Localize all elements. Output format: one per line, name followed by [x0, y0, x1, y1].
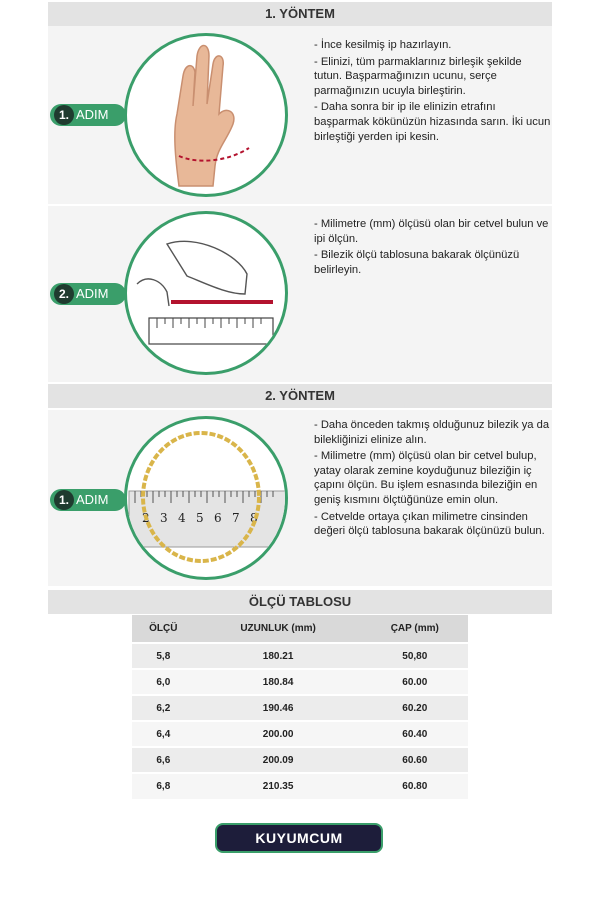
left-hand-icon [137, 279, 169, 306]
instruction-line: - Daha önceden takmış olduğunuz bilezik ya da bilekliğinizi elinize alın. [314, 419, 550, 446]
instruction-line: - İnce kesilmiş ip hazırlayın. [314, 39, 452, 51]
method1-step2-instructions [314, 217, 552, 279]
method1-step1-instructions [314, 38, 552, 146]
method2-step1-instructions [314, 418, 552, 541]
diameter-cell: 60.20 [362, 695, 468, 721]
table-row [132, 773, 468, 799]
column-header: UZUNLUK (mm) [195, 615, 362, 643]
length-cell: 180.84 [195, 669, 362, 695]
ruler-digit: 4 [178, 511, 186, 525]
table-row [132, 721, 468, 747]
method1-step2-badge: 2. ADIM [50, 283, 126, 305]
length-cell: 190.46 [195, 695, 362, 721]
table-header-row [132, 615, 468, 643]
column-header: ÖLÇÜ [132, 615, 195, 643]
size-cell: 6,0 [132, 669, 195, 695]
instruction-line: - Bilezik ölçü tablosuna bakarak ölçünüzü belirleyin. [314, 249, 520, 276]
size-cell: 6,4 [132, 721, 195, 747]
brand-logo-button[interactable]: KUYUMCUM [215, 823, 383, 853]
size-cell: 6,6 [132, 747, 195, 773]
method2-title: 2. YÖNTEM [48, 384, 552, 408]
size-cell: 6,8 [132, 773, 195, 799]
instruction-line: - Milimetre (mm) ölçüsü olan bir cetvel bulup, yatay olarak zemine koyduğunuz bileziğin iç çapını ölçün. Bu işlem esnasında bileziğin en geniş kısmını ölçtüğünüze emin olun. [314, 450, 538, 506]
method2-step1-badge: 1. ADIM [50, 489, 126, 511]
instruction-line: - Daha sonra bir ip ile elinizin etrafını başparmak kökünüzün hizasında sarın. İki ucun birleştiği yerden ipi kesin. [314, 101, 551, 143]
diameter-cell: 60.00 [362, 669, 468, 695]
ruler-digit: 7 [232, 511, 240, 525]
table-row [132, 747, 468, 773]
ruler-digit: 2 [142, 511, 150, 525]
instruction-line: - Milimetre (mm) ölçüsü olan bir cetvel bulun ve ipi ölçün. [314, 218, 549, 245]
size-table [132, 615, 468, 799]
length-cell: 210.35 [195, 773, 362, 799]
column-header: ÇAP (mm) [362, 615, 468, 643]
hand-icon [167, 241, 247, 294]
hand-icon [175, 46, 234, 187]
method1-step1-badge: 1. ADIM [50, 104, 126, 126]
size-table-title: ÖLÇÜ TABLOSU [48, 590, 552, 614]
length-cell: 200.00 [195, 721, 362, 747]
bangle-ruler-illustration [124, 416, 288, 580]
table-row [132, 643, 468, 669]
ruler-digit: 5 [196, 511, 204, 525]
ruler-string-illustration [124, 211, 288, 375]
size-cell: 6,2 [132, 695, 195, 721]
diameter-cell: 60.60 [362, 747, 468, 773]
hand-measure-illustration [124, 33, 288, 197]
method1-title: 1. YÖNTEM [48, 2, 552, 26]
diameter-cell: 60.80 [362, 773, 468, 799]
ruler-icon [149, 318, 273, 344]
table-row [132, 669, 468, 695]
ruler-digit: 8 [250, 511, 258, 525]
ruler-digit: 6 [214, 511, 222, 525]
table-row [132, 695, 468, 721]
size-cell: 5,8 [132, 643, 195, 669]
instruction-line: - Cetvelde ortaya çıkan milimetre cinsinden değeri ölçü tablosuna bakarak ölçünüzü bulun. [314, 510, 545, 538]
length-cell: 200.09 [195, 747, 362, 773]
diameter-cell: 60.40 [362, 721, 468, 747]
diameter-cell: 50,80 [362, 643, 468, 669]
length-cell: 180.21 [195, 643, 362, 669]
instruction-line: - Elinizi, tüm parmaklarınız birleşik şekilde tutun. Başparmağınızın ucunu, serçe parmağınızın ucuyla birleştirin. [314, 55, 522, 97]
ruler-digit: 3 [160, 511, 168, 525]
